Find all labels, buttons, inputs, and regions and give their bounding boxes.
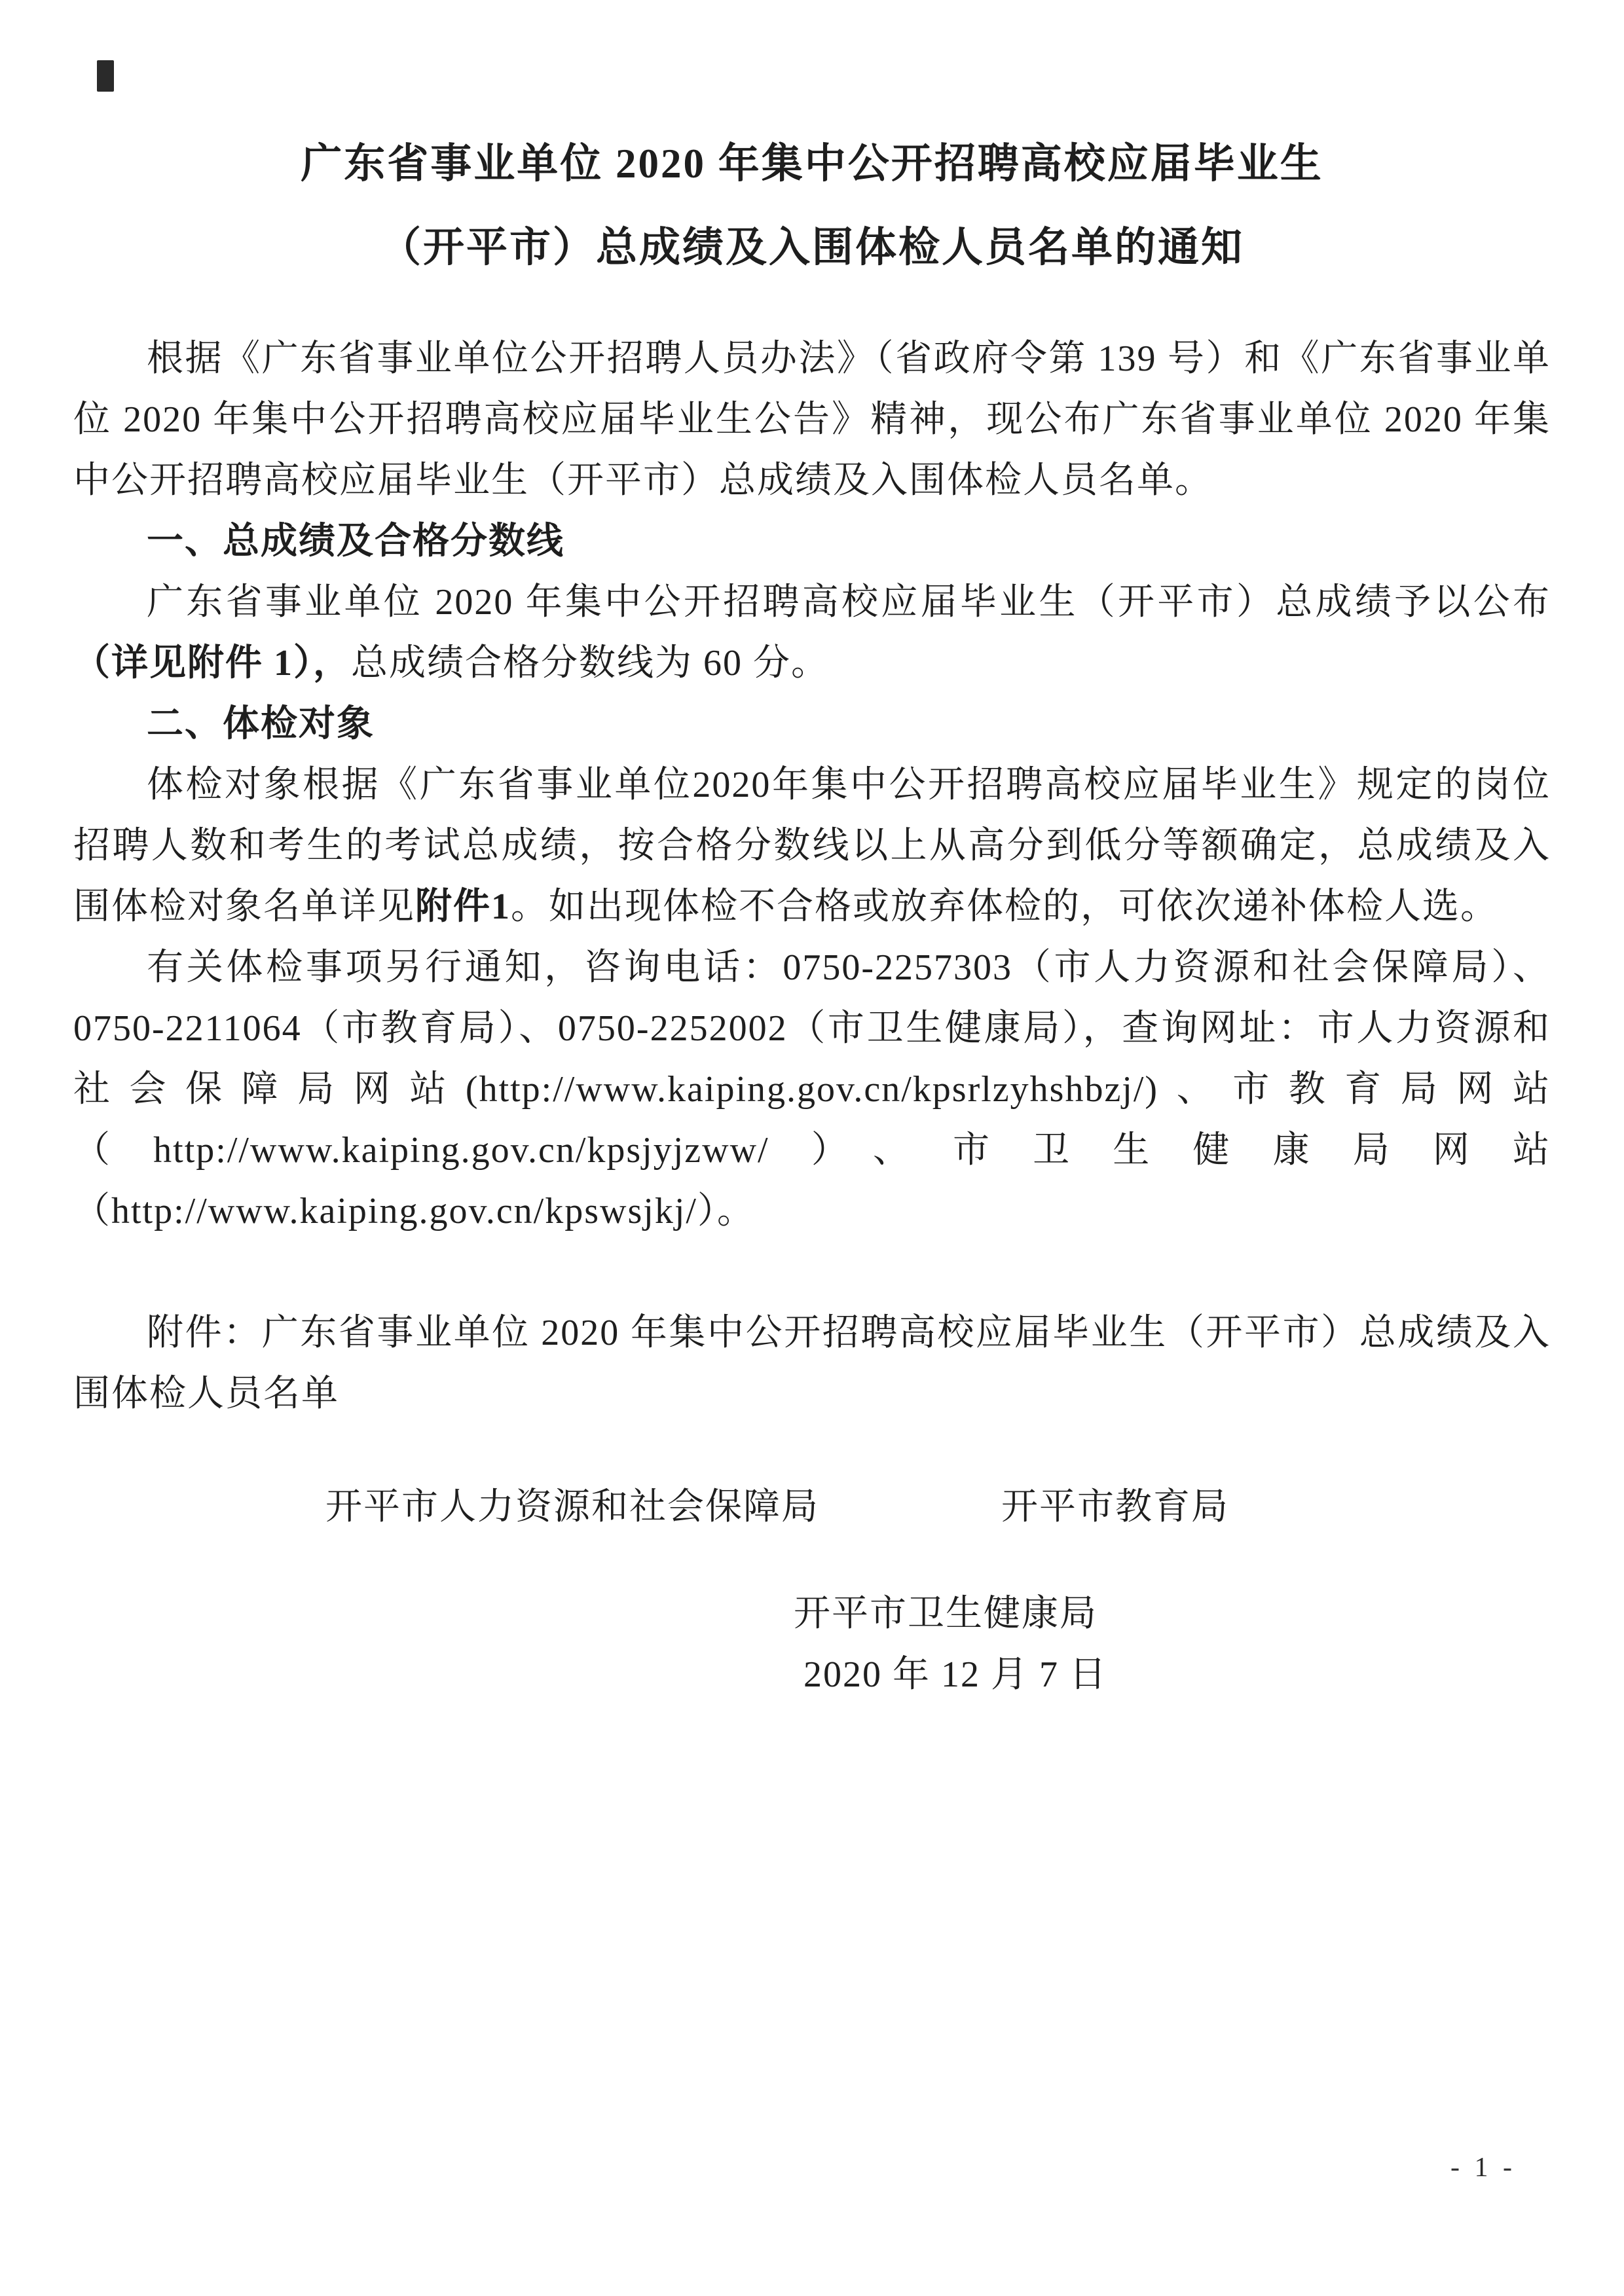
text-segment: 广东省事业单位 2020 年集中公开招聘高校应届毕业生（开平市）总成绩予以公布 <box>147 582 1551 623</box>
page-number: - 1 - <box>1450 2153 1516 2183</box>
text-segment: 体检对象根据《广东省事业单位2020年集中公开招聘高校应届毕业生》规定的岗位招聘人数和考生的考试总成绩，按合格分数线以上从高分到低分等额确定，总成绩及入围体检对象名单详见 <box>73 765 1551 927</box>
text-segment: 附件：广东省事业单位 2020 年集中公开招聘高校应届毕业生（开平市）总成绩及入围体检人员名单 <box>73 1313 1551 1414</box>
paragraph-contact-info <box>73 938 1551 1242</box>
signature-health-bureau: 开平市卫生健康局 <box>794 1594 1098 1634</box>
signature-date: 2020 年 12 月 7 日 <box>803 1654 1107 1695</box>
paragraph-medical-exam <box>73 755 1551 938</box>
paragraph-intro <box>73 329 1551 511</box>
text-segment: 。如出现体检不合格或放弃体检的，可依次递补体检人选。 <box>511 886 1498 927</box>
text-segment: （详见附件 1）， <box>73 643 351 683</box>
signature-education-bureau: 开平市教育局 <box>1001 1487 1229 1527</box>
section-heading-medical-exam: 二、体检对象 <box>147 704 375 744</box>
document-title <box>0 0 1624 289</box>
text-segment: 有关体检事项另行通知，咨询电话：0750-2257303（市人力资源和社会保障局）、0750-2211064（市教育局）、0750-2252002（市卫生健康局），查询网址：市人力资源和社会保障局网站(http://www.kaiping.gov.cn/kpsrlzyhshbzj/)、市教育局网站（http://www.kaiping.gov.cn/kpsjyjzww/）、市卫生健康局网站（http://www.kaiping.gov.cn/kpswsjkj/）。 <box>73 947 1551 1231</box>
text-segment: 附件1 <box>415 886 511 927</box>
signature-hr-social-security-bureau: 开平市人力资源和社会保障局 <box>325 1487 819 1527</box>
document-body <box>73 329 1551 1705</box>
title-line-2: （开平市）总成绩及入围体检人员名单的通知 <box>380 225 1244 270</box>
signature-row <box>73 1477 1551 1538</box>
section-heading-scores: 一、总成绩及合格分数线 <box>147 521 564 562</box>
text-segment: 根据《广东省事业单位公开招聘人员办法》（省政府令第 139 号）和《广东省事业单位 2020 年集中公开招聘高校应届毕业生公告》精神，现公布广东省事业单位 2020 年集中公开招聘高校应届毕业生（开平市）总成绩及入围体检人员名单。 <box>73 338 1551 501</box>
text-segment: 总成绩合格分数线为 60 分。 <box>351 643 829 683</box>
paragraph-scores <box>73 572 1551 694</box>
attachment-note <box>73 1303 1551 1425</box>
title-line-1: 广东省事业单位 2020 年集中公开招聘高校应届毕业生 <box>301 141 1323 187</box>
scan-artifact <box>97 60 114 92</box>
